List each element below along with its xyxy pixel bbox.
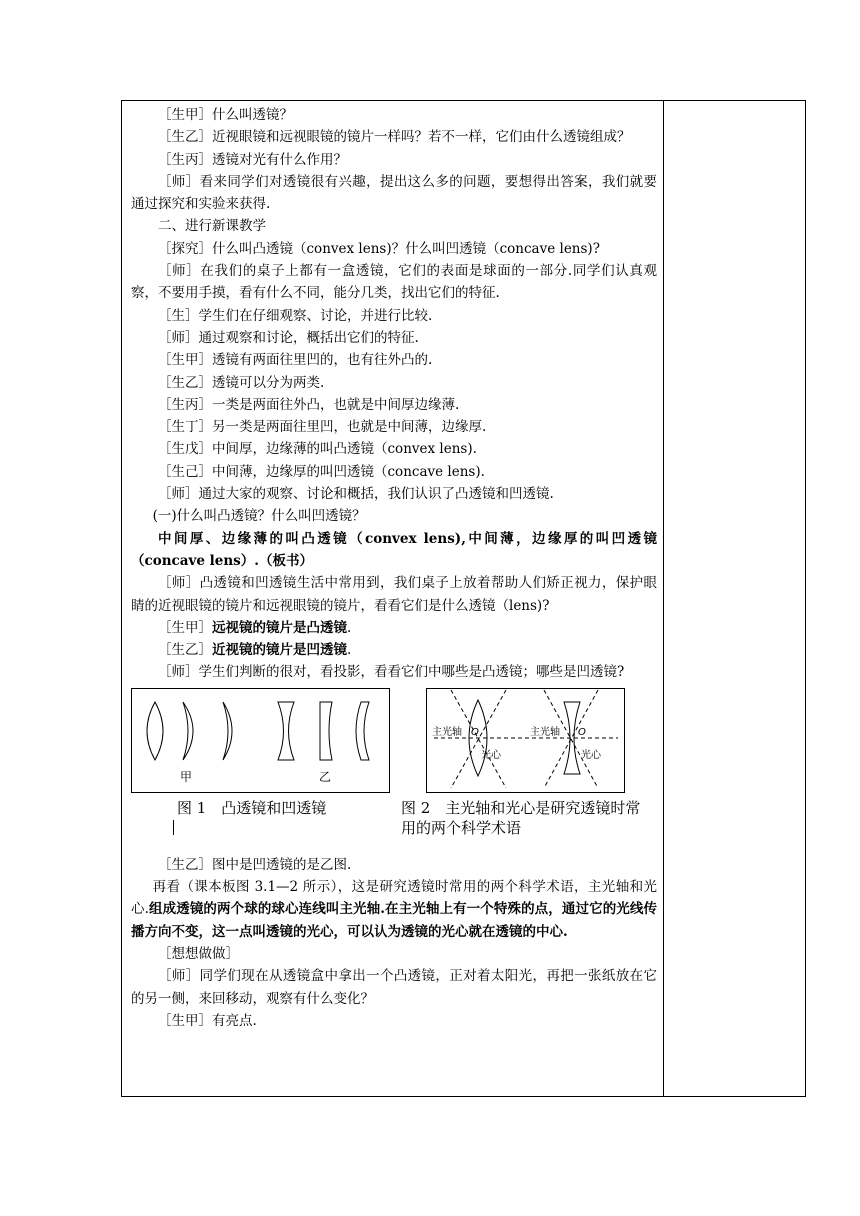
para-student-bright-spot: ［生甲］有亮点.: [158, 1012, 257, 1029]
figure-1-label-a: 甲: [180, 769, 193, 784]
para-student-a-answer: ［生甲］透镜有两面往里凹的，也有往外凸的.: [158, 352, 433, 369]
figure-2-center-label-2: 光心: [581, 749, 601, 761]
para-answer-concave: ［生乙］图中是凹透镜的是乙图.: [158, 856, 352, 873]
figure-2-axis-label-1: 主光轴: [432, 726, 462, 738]
para-answer-nearsighted: ［生乙］近视镜的镜片是凹透镜.: [158, 642, 352, 659]
para-student-a-question: ［生甲］什么叫透镜？: [158, 107, 293, 123]
para-teacher-sunlight: ［师］同学们现在从透镜盒中拿出一个凸透镜，正对着太阳光，再把一张纸放在它的另一侧，来回移动，观察有什么变化？: [131, 968, 657, 1007]
figure-1-label-b: 乙: [319, 769, 332, 784]
subsection-heading: (一)什么叫凸透镜？什么叫凹透镜？: [152, 508, 366, 525]
figure-2-o-label-2: O: [578, 726, 586, 738]
para-teacher-glasses: ［师］凸透镜和凹透镜生活中常用到，我们桌子上放着帮助人们矫正视力，保护眼睛的近视眼镜的镜片和远视眼镜的镜片，看看它们是什么透镜（lens)?: [131, 575, 657, 614]
para-student-b-question: ［生乙］近视眼镜和远视眼镜的镜片一样吗？若不一样，它们由什么透镜组成？: [158, 129, 631, 146]
para-answer-farsighted: ［生甲］远视镜的镜片是凸透镜.: [158, 619, 352, 636]
para-teacher-observe: ［师］在我们的桌子上都有一盒透镜，它们的表面是球面的一部分.同学们认真观察，不要用手摸，看有什么不同，能分几类，找出它们的特征.: [131, 263, 657, 302]
para-teacher-intro: ［师］看来同学们对透镜很有兴趣，提出这么多的问题，要想得出答案，我们就要通过探究和实验来获得.: [131, 173, 657, 213]
section-heading: 二、进行新课教学: [158, 218, 266, 235]
para-explore: ［探究］什么叫凸透镜（convex lens)？什么叫凹透镜（concave lens)?: [158, 240, 600, 257]
para-axis-center: 再看（课本板图 3.1—2 所示），这是研究透镜时常用的两个科学术语，主光轴和光心.组成透镜的两个球的球心连线叫主光轴.在主光轴上有一个特殊的点，通过它的光线传播方向不变，这一点叫透镜的光心，可以认为透镜的光心就在透镜的中心.: [131, 879, 658, 940]
figure-2-o-label-1: O: [471, 726, 479, 738]
para-student-e-answer: ［生戊］中间厚，边缘薄的叫凸透镜（convex lens).: [158, 441, 477, 458]
figures-row: [131, 688, 657, 852]
figure-1-lenses: [131, 688, 390, 794]
figure-1-caption: 图 1 凸透镜和凹透镜: [177, 798, 327, 817]
figure-2-caption: 图 2 主光轴和光心是研究透镜时常用的两个科学术语: [401, 798, 641, 837]
figure-2-axis-label-2: 主光轴: [530, 726, 560, 738]
para-student-c-question: ［生丙］透镜对光有什么作用？: [158, 151, 347, 168]
para-students-compare: ［生］学生们在仔细观察、讨论，并进行比较.: [158, 307, 433, 324]
para-student-f-answer: ［生己］中间薄，边缘厚的叫凹透镜（concave lens).: [158, 463, 485, 480]
para-think-do: ［想想做做］: [158, 945, 239, 962]
bold-definition: 中间厚、边缘薄的叫凸透镜（convex lens),中间薄，边缘厚的叫凹透镜（concave lens）.（板书）: [131, 530, 657, 569]
para-student-d-answer: ［生丁］另一类是两面往里凹，也就是中间薄，边缘厚.: [158, 419, 487, 436]
figure-2-axis-center: [426, 688, 626, 794]
text-cursor: [173, 820, 174, 835]
para-teacher-conclude: ［师］通过大家的观察、讨论和概括，我们认识了凸透镜和凹透镜.: [158, 486, 554, 503]
para-teacher-projection: ［师］学生们判断的很对，看投影，看看它们中哪些是凸透镜；哪些是凹透镜?: [158, 664, 625, 681]
para-student-b-answer: ［生乙］透镜可以分为两类.: [158, 374, 325, 391]
lesson-content: [131, 104, 657, 1032]
figure-2-center-label-1: 光心: [481, 749, 501, 761]
para-teacher-summarize: ［师］通过观察和讨论，概括出它们的特征.: [158, 329, 419, 346]
column-divider: [663, 100, 664, 1097]
para-student-c-answer: ［生丙］一类是两面往外凸，也就是中间厚边缘薄.: [158, 396, 460, 413]
